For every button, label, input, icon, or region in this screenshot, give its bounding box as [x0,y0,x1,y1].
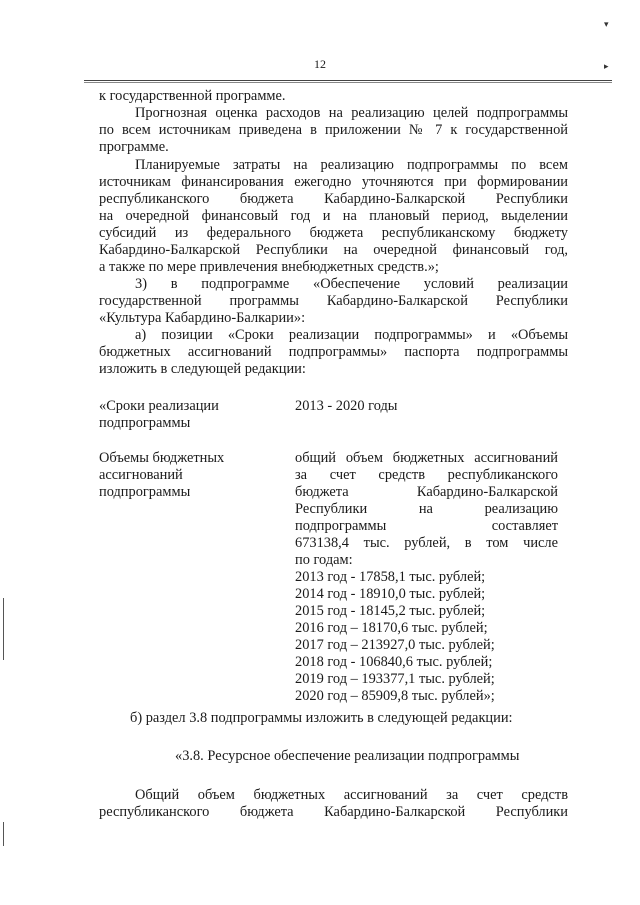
intro-line: республиканского бюджета Кабардино-Балкарской Республики [99,191,568,207]
intro-line: изложить в следующей редакции: [99,361,306,377]
intro-line: а) позиции «Сроки реализации подпрограммы» и «Объемы [135,327,568,343]
scan-mark-second: ▸ [604,62,609,72]
section-heading: «3.8. Ресурсное обеспечение реализации подпрограммы [175,748,520,764]
header-rule-shadow [84,82,612,83]
budget-year-row: 2015 год - 18145,2 тыс. рублей; [295,603,486,619]
budget-label: ассигнований [99,467,183,483]
budget-year-row: 2016 год – 18170,6 тыс. рублей; [295,620,488,636]
terms-label: «Сроки реализации [99,398,219,414]
budget-value-line: 673138,4 тыс. рублей, в том числе [295,535,558,551]
outro-line: Общий объем бюджетных ассигнований за счет средств [135,787,568,803]
budget-value-line: бюджета Кабардино-Балкарской [295,484,558,500]
budget-value-line: подпрограммы составляет [295,518,558,534]
outro-line: республиканского бюджета Кабардино-Балкарской Республики [99,804,568,820]
terms-value: 2013 - 2020 годы [295,398,398,414]
intro-line: а также по мере привлечения внебюджетных средств.»; [99,259,439,275]
intro-line: Прогнозная оценка расходов на реализацию целей подпрограммы [135,105,568,121]
page-number: 12 [314,57,326,71]
section-b-instruction: б) раздел 3.8 подпрограммы изложить в следующей редакции: [130,710,513,726]
intro-line: на очередной финансовый год и на плановый период, выделении [99,208,568,224]
intro-line: по всем источникам приведена в приложении № 7 к государственной [99,122,568,138]
intro-line: «Культура Кабардино-Балкарии»: [99,310,306,326]
header-rule [84,80,612,81]
scan-mark-top: ▾ [604,20,609,30]
intro-line: Кабардино-Балкарской Республики на очередной финансовый год, [99,242,568,258]
intro-line: к государственной программе. [99,88,286,104]
intro-line: государственной программы Кабардино-Балкарской Республики [99,293,568,309]
budget-value-line: Республики на реализацию [295,501,558,517]
intro-line: 3) в подпрограмме «Обеспечение условий реализации [135,276,568,292]
budget-value-line: по годам: [295,552,353,568]
budget-year-row: 2017 год – 213927,0 тыс. рублей; [295,637,495,653]
scan-margin-bar [3,598,4,660]
budget-year-row: 2018 год - 106840,6 тыс. рублей; [295,654,493,670]
budget-value-line: общий объем бюджетных ассигнований [295,450,558,466]
budget-label: Объемы бюджетных [99,450,225,466]
budget-label: подпрограммы [99,484,191,500]
budget-year-row: 2014 год - 18910,0 тыс. рублей; [295,586,486,602]
intro-line: программе. [99,139,169,155]
terms-label: подпрограммы [99,415,191,431]
intro-line: субсидий из федерального бюджета республиканскому бюджету [99,225,568,241]
scan-margin-bar-lower [3,822,4,846]
budget-value-line: за счет средств республиканского [295,467,558,483]
intro-line: Планируемые затраты на реализацию подпрограммы по всем [135,157,568,173]
budget-year-row: 2013 год - 17858,1 тыс. рублей; [295,569,486,585]
budget-year-row: 2019 год – 193377,1 тыс. рублей; [295,671,495,687]
intro-line: бюджетных ассигнований подпрограммы» паспорта подпрограммы [99,344,568,360]
budget-year-row: 2020 год – 85909,8 тыс. рублей»; [295,688,495,704]
intro-line: источникам финансирования ежегодно уточняются при формировании [99,174,568,190]
